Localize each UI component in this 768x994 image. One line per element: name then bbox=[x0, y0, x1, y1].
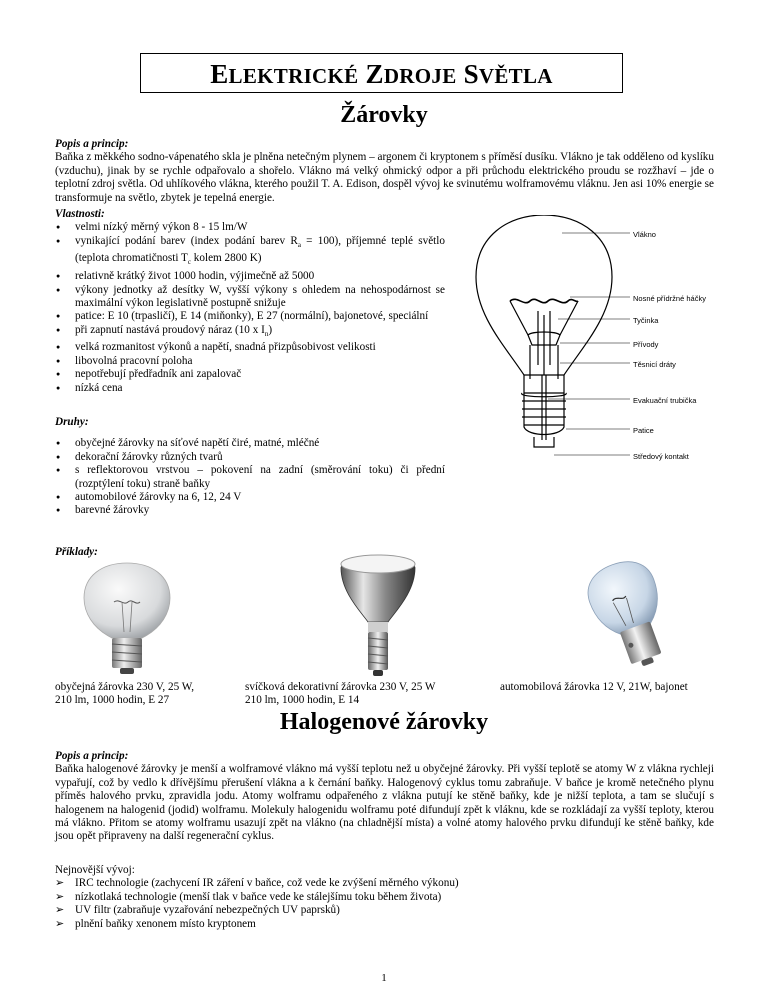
diagram-label-tycinka: Tyčinka bbox=[633, 316, 659, 325]
property-item: ● nízká cena bbox=[55, 382, 445, 395]
principle-label: Popis a princip: bbox=[55, 138, 129, 150]
property-item: ● relativně krátký život 1000 hodin, výjimečně až 5000 bbox=[55, 270, 445, 283]
bulb-diagram bbox=[462, 215, 722, 475]
diagram-label-vlakno: Vlákno bbox=[633, 230, 656, 239]
halogen-principle-text: Baňka halogenové žárovky je menší a wolframové vlákno má vyšší teplotu než u obyčejné žárovky. Při vyšší teplotě se atomy W z vlákna rychleji vypařují, což by vedlo k dřívějšímu přerušení vlákna a k černání baňky. Halogenový cyklus tomu zabraňuje. V baňce je kromě netečného plynu příměs halového prvku, zpravidla jodu. Atomy wolframu odpařeného z vlákna putují ke stěně baňky, kde je nižší teplota, a tam se slučují s halogenem na halogenid (jodid) wolframu. Molekuly halogenidu wolframu poté difundují zpět k vláknu, kde se rozkládají za vyšší teploty, kterou má vlákno. Přitom se atomy wolframu usazují zpět na vlákno (na chladnější místa) a volné atomy halového prvku difundují ke stěně baňky, kde jsou opět připraveny na další regenerační cyklus. bbox=[55, 763, 714, 843]
newest-item: ➢ UV filtr (zabraňuje vyzařování nebezpečných UV paprsků) bbox=[55, 904, 714, 917]
diagram-label-hacky: Nosné přídržné háčky bbox=[633, 294, 706, 303]
newest-item: ➢ nízkotlaká technologie (menší tlak v baňce vede ke stálejšímu toku během života) bbox=[55, 891, 714, 904]
standard-bulb-image bbox=[72, 560, 182, 675]
principle-text: Baňka z měkkého sodno-vápenatého skla je plněna netečným plynem – argonem či kryptonem s příměsí dusíku. Vlákno je tak odděleno od kyslíku (vzduchu), jinak by se rychle odpařovalo a shořelo. Vlákno má velký ohmický odpor a při průchodu elektrického proudu se rozžhaví – jde o teplotní zdroj světla. Od uhlíkového vlákna, kterého použil T. A. Edison, dospěl vývoj ke svinutému wolframovému vláknu. Jen asi 10% energie se transformuje na světlo, zbytek je tepelná energie. bbox=[55, 151, 715, 204]
page-number: 1 bbox=[381, 972, 387, 984]
newest-label: Nejnovější vývoj: bbox=[55, 864, 135, 876]
diagram-label-privody: Přívody bbox=[633, 340, 659, 349]
reflector-bulb-image bbox=[333, 552, 423, 680]
property-item: ● výkony jednotky až desítky W, vyšší výkony s ohledem na nehospodárnost se maximální výkon legislativně postupně snižuje bbox=[55, 284, 445, 311]
property-item: ● velmi nízký měrný výkon 8 - 15 lm/W bbox=[55, 221, 445, 234]
property-item: ● nepotřebují předřadník ani zapalovač bbox=[55, 368, 445, 381]
property-item: ● velká rozmanitost výkonů a napětí, snadná přizpůsobivost velikosti bbox=[55, 341, 445, 354]
newest-block bbox=[55, 864, 714, 931]
examples-label: Příklady: bbox=[55, 546, 98, 558]
properties-label: Vlastnosti: bbox=[55, 208, 105, 220]
automotive-bulb-image bbox=[578, 558, 678, 673]
type-item: ● obyčejné žárovky na síťové napětí čiré, matné, mléčné bbox=[55, 437, 445, 450]
properties-block bbox=[55, 208, 445, 395]
halogen-principle-block bbox=[55, 750, 714, 844]
newest-item: ➢ IRC technologie (zachycení IR záření v baňce, což vede ke zvýšení měrného výkonu) bbox=[55, 877, 714, 890]
principle-block bbox=[55, 138, 714, 205]
halogen-principle-label: Popis a princip: bbox=[55, 750, 129, 762]
diagram-label-patice: Patice bbox=[633, 426, 654, 435]
types-block bbox=[55, 416, 445, 518]
property-item: ● při zapnutí nastává proudový náraz (10 x $I_n$) bbox=[55, 324, 445, 342]
diagram-label-stredovy-kontakt: Středový kontakt bbox=[633, 452, 689, 461]
type-item: ● s reflektorovou vrstvou – pokovení na zadní (směrování toku) či přední (rozptýlení toku) straně baňky bbox=[55, 464, 445, 491]
property-item: ● patice: E 10 (trpasličí), E 14 (miňonky), E 27 (normální), bajonetové, speciální bbox=[55, 310, 445, 323]
newest-item: ➢ plnění baňky xenonem místo kryptonem bbox=[55, 918, 714, 931]
bulb-diagram-svg bbox=[462, 215, 722, 475]
example-caption-candle: svíčková dekorativní žárovka 230 V, 25 W 210 lm, 1000 hodin, E 14 bbox=[245, 681, 436, 707]
diagram-label-tesnici-draty: Těsnicí dráty bbox=[633, 360, 676, 369]
example-caption-automotive: automobilová žárovka 12 V, 21W, bajonet bbox=[500, 681, 688, 693]
section-heading-halogen: Halogenové žárovky bbox=[279, 709, 489, 735]
types-label: Druhy: bbox=[55, 416, 89, 428]
property-item: ● libovolná pracovní poloha bbox=[55, 355, 445, 368]
type-item: ● barevné žárovky bbox=[55, 504, 445, 517]
type-item: ● dekorační žárovky různých tvarů bbox=[55, 451, 445, 464]
type-item: ● automobilové žárovky na 6, 12, 24 V bbox=[55, 491, 445, 504]
property-item: ● vynikající podání barev (index podání barev $R_a = 100$), příjemné teplé světlo (teplota chromatičnosti $T_c$ kolem 2800 K) bbox=[55, 235, 445, 270]
section-heading-zarovky: Žárovky bbox=[340, 102, 428, 128]
diagram-label-evakuacni-trubicka: Evakuační trubička bbox=[633, 396, 697, 405]
document-title: ELEKTRICKÉ ZDROJE SVĚTLA bbox=[140, 53, 623, 93]
example-caption-standard: obyčejná žárovka 230 V, 25 W, 210 lm, 1000 hodin, E 27 bbox=[55, 681, 195, 707]
